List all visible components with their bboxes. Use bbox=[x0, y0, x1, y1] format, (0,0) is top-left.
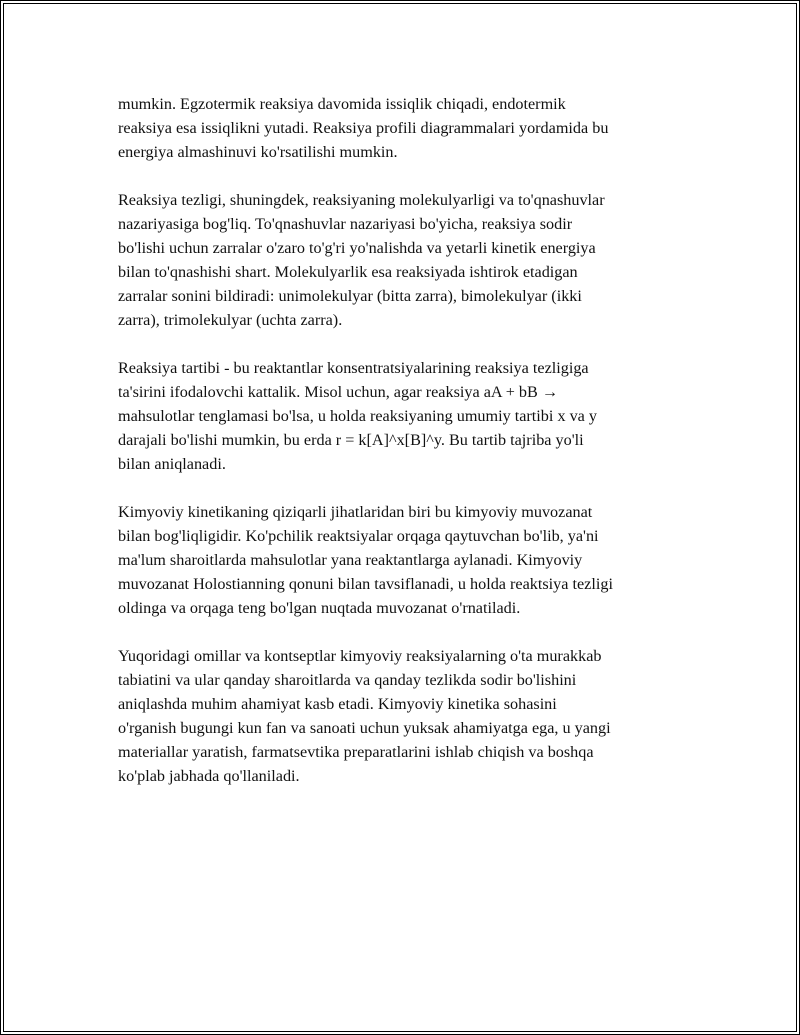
text-line: bilan to'qnashishi shart. Molekulyarlik esa reaksiyada ishtirok etadigan bbox=[118, 263, 578, 281]
text-line: ko'plab jabhada qo'llaniladi. bbox=[118, 767, 300, 785]
document-body bbox=[118, 92, 686, 812]
paragraph-3 bbox=[118, 356, 686, 476]
text-line: bilan aniqlanadi. bbox=[118, 455, 226, 473]
text-line: darajali bo'lishi mumkin, bu erda r = k[A]^x[B]^y. Bu tartib tajriba yo'li bbox=[118, 431, 584, 449]
text-line: mahsulotlar tenglamasi bo'lsa, u holda reaksiyaning umumiy tartibi x va y bbox=[118, 407, 598, 425]
paragraph-2 bbox=[118, 188, 686, 332]
text-line: materiallar yaratish, farmatsevtika preparatlarini ishlab chiqish va boshqa bbox=[118, 743, 594, 761]
text-line: bo'lishi uchun zarralar o'zaro to'g'ri yo'nalishda va yetarli kinetik energiya bbox=[118, 239, 596, 257]
text-line: ta'sirini ifodalovchi kattalik. Misol uchun, agar reaksiya aA + bB → bbox=[118, 383, 559, 401]
text-line: aniqlashda muhim ahamiyat kasb etadi. Kimyoviy kinetika sohasini bbox=[118, 695, 557, 713]
paragraph-5 bbox=[118, 644, 686, 788]
text-line: muvozanat Holostianning qonuni bilan tavsiflanadi, u holda reaktsiya tezligi bbox=[118, 575, 613, 593]
paragraph-4 bbox=[118, 500, 686, 620]
text-line: zarra), trimolekulyar (uchta zarra). bbox=[118, 311, 343, 329]
text-line: nazariyasiga bog'liq. To'qnashuvlar nazariyasi bo'yicha, reaksiya sodir bbox=[118, 215, 573, 233]
text-line: energiya almashinuvi ko'rsatilishi mumkin. bbox=[118, 143, 398, 161]
text-line: Reaksiya tezligi, shuningdek, reaksiyaning molekulyarligi va to'qnashuvlar bbox=[118, 191, 605, 209]
text-line: oldinga va orqaga teng bo'lgan nuqtada muvozanat o'rnatiladi. bbox=[118, 599, 521, 617]
text-line: bilan bog'liqligidir. Ko'pchilik reaktsiyalar orqaga qaytuvchan bo'lib, ya'ni bbox=[118, 527, 599, 545]
text-line: Reaksiya tartibi - bu reaktantlar konsentratsiyalarining reaksiya tezligiga bbox=[118, 359, 589, 377]
text-line: Yuqoridagi omillar va kontseptlar kimyoviy reaksiyalarning o'ta murakkab bbox=[118, 647, 602, 665]
text-line: reaksiya esa issiqlikni yutadi. Reaksiya profili diagrammalari yordamida bu bbox=[118, 119, 609, 137]
text-line: tabiatini va ular qanday sharoitlarda va qanday tezlikda sodir bo'lishini bbox=[118, 671, 577, 689]
text-line: ma'lum sharoitlarda mahsulotlar yana reaktantlarga aylanadi. Kimyoviy bbox=[118, 551, 583, 569]
text-line: Kimyoviy kinetikaning qiziqarli jihatlaridan biri bu kimyoviy muvozanat bbox=[118, 503, 593, 521]
text-line: zarralar sonini bildiradi: unimolekulyar (bitta zarra), bimolekulyar (ikki bbox=[118, 287, 582, 305]
text-line: mumkin. Egzotermik reaksiya davomida issiqlik chiqadi, endotermik bbox=[118, 95, 566, 113]
paragraph-1 bbox=[118, 92, 686, 164]
text-line: o'rganish bugungi kun fan va sanoati uchun yuksak ahamiyatga ega, u yangi bbox=[118, 719, 611, 737]
